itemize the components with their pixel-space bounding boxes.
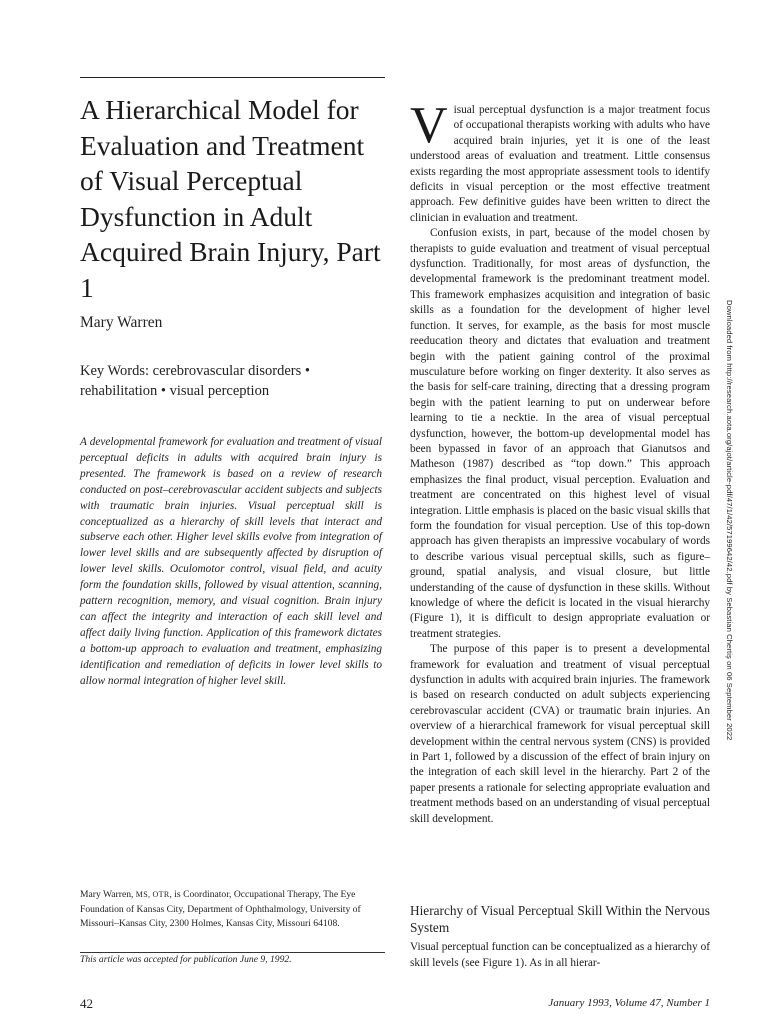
affiliation-credentials: MS, OTR xyxy=(135,890,170,899)
affiliation-text: , is Coordinator, Occupational Therapy, The Eye Foundation of Kansas City, Department of Ophthalmology, University of Missouri–Kansas City, 2300 Holmes, Kansas City, Missouri 64108. xyxy=(80,889,361,929)
body-paragraph: The purpose of this paper is to present a developmental framework for evaluation and treatment of visual perceptual dysfunction in adults with acquired brain injuries. The framework is based on research conducted on adult subjects experiencing cerebrovascular accident (CVA) or traumatic brain injuries. An overview of a hierarchical framework for visual perceptual skill development within the central nervous system (CNS) is provided in Part 1, followed by a discussion of the effect of brain injury on the integration of each skill level in the hierarchy. Part 2 of the paper presents a rationale for selecting appropriate evaluation and treatment methods based on an understanding of visual perceptual skill development. xyxy=(410,643,710,825)
intro-paragraph xyxy=(410,97,710,226)
affiliation-name: Mary Warren, xyxy=(80,889,136,900)
section-body xyxy=(410,940,710,971)
article-title: A Hierarchical Model for Evaluation and Treatment of Visual Perceptual Dysfunction in Adult Acquired Brain Injury, Part 1 xyxy=(80,94,381,303)
body-paragraph: Confusion exists, in part, because of the model chosen by therapists to guide evaluation and treatment of visual perceptual dysfunction. Traditionally, for most areas of dysfunction, the developmental framework is the predominant treatment model. This framework emphasizes acquisition and integration of basic skills as a foundation for the development of higher level function. It serves, for example, as the basis for most muscle reeducation theory and dictates that evaluation and treatment begin with the patient gaining control of the proximal musculature before working on finger dexterity. It also serves as the basis for self-care training, directing that a dressing program begin with the patient learning to put on underwear before learning to tie a necktie. In the area of visual perceptual dysfunction, however, the bottom-up developmental model has been bypassed in favor of an approach that Gianutsos and Matheson (1987) described as “top down.” This approach emphasizes the final product, visual perception. Evaluation and treatment are concentrated on this highest level of visual integration. Little emphasis is placed on the basic visual skills that form the foundation for visual perception. Use of this top-down approach has given therapists an impressive vocabulary of words to describe various visual perceptual skills, such as figure–ground, spatial analysis, and visual closure, but little understanding of the cause of dysfunction in these skills. Without knowledge of where the deficit is located in the visual hierarchy (Figure 1), it is difficult to design appropriate evaluation or treatment strategies. xyxy=(410,227,710,640)
body-column-right xyxy=(410,97,710,827)
acceptance-note: This article was accepted for publication June 9, 1992. xyxy=(80,952,385,965)
author-affiliation xyxy=(80,888,385,932)
journal-citation: January 1993, Volume 47, Number 1 xyxy=(548,997,710,1009)
body-paragraph: Visual perceptual function can be conceptualized as a hierarchy of skill levels (see Figure 1). As in all hierar- xyxy=(410,941,710,969)
page-number: 42 xyxy=(80,996,93,1011)
abstract: A developmental framework for evaluation and treatment of visual perceptual deficits in adults with acquired brain injury is presented. The framework is based on a review of research conducted on post–cerebrovascular accident subjects and subjects with traumatic brain injuries. Visual perceptual skill is conceptualized as a hierarchy of skill levels that interact and subserve each other. Higher level skills evolve from integration of lower level skills and are subsequently affected by disruption of lower level skills. Oculomotor control, visual field, and acuity form the foundation skills, followed by visual attention, scanning, pattern recognition, memory, and visual cognition. Brain injury can affect the integrity and interaction of each skill level and affect daily living function. Application of this framework dictates a bottom-up approach to evaluation and treatment, emphasizing identification and remediation of deficits in lower level skills to allow normal integration of higher level skill. xyxy=(80,436,382,687)
section-heading: Hierarchy of Visual Perceptual Skill Within the Nervous System xyxy=(410,903,710,935)
drop-cap: V xyxy=(410,97,448,154)
author-name: Mary Warren xyxy=(80,314,163,331)
download-watermark: Downloaded from http://research.aota.org/ajot/article-pdf/47/1/42/57199642/42.pdf by Sebastian Chertiş on 06 September 2022 xyxy=(725,300,734,741)
key-words: Key Words: cerebrovascular disorders • rehabilitation • visual perception xyxy=(80,363,310,399)
intro-text: isual perceptual dysfunction is a major treatment focus of occupational therapists working with adults who have acquired brain injuries, yet it is one of the least understood areas of evaluation and treatment. Little consensus exists regarding the most appropriate assessment tools to identify deficits in visual perception or the most effective treatment approach. Few definitive guides have been written to direct the clinician in evaluation and treatment. xyxy=(410,104,710,224)
title-top-rule xyxy=(80,77,385,78)
